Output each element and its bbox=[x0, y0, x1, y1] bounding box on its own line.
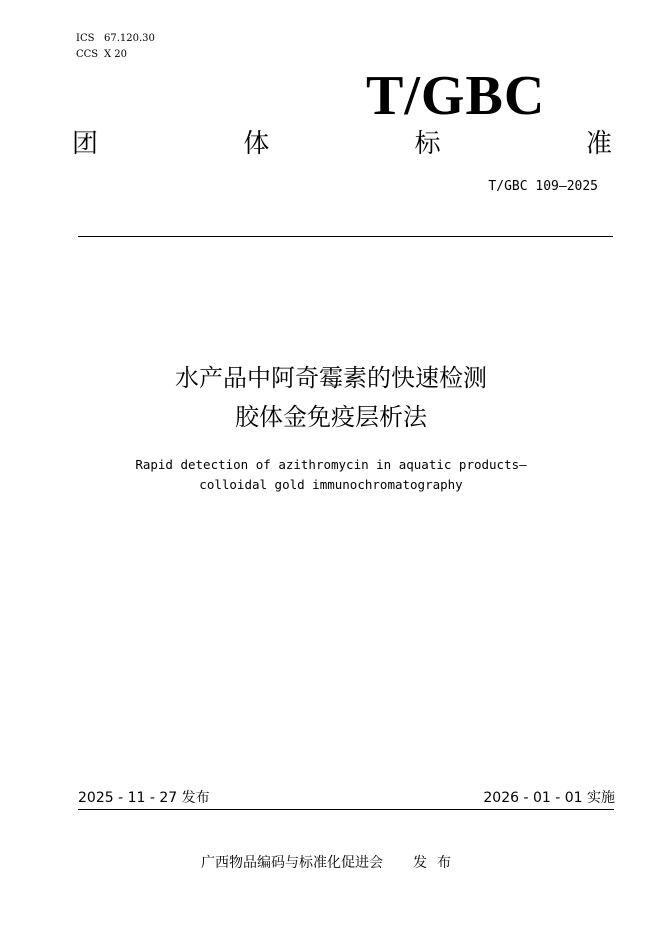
ics-code: 67.120.30 bbox=[104, 33, 155, 44]
publisher-line bbox=[0, 854, 662, 872]
standard-type-char: 准 bbox=[585, 129, 612, 159]
chinese-title-line-1: 水产品中阿奇霉素的快速检测 bbox=[175, 364, 487, 392]
top-divider bbox=[78, 236, 613, 237]
publisher-name: 广西物品编码与标准化促进会 bbox=[201, 855, 383, 871]
standard-type-heading bbox=[72, 128, 612, 160]
implementation-date: 2026 - 01 - 01 实施 bbox=[483, 790, 615, 806]
standard-type-char: 团 bbox=[72, 129, 99, 159]
english-title-line-2: colloidal gold immunochromatography bbox=[199, 477, 463, 492]
standard-type-char: 体 bbox=[243, 129, 270, 159]
ccs-label: CCS bbox=[76, 49, 99, 60]
chinese-title-line-2: 胶体金免疫层析法 bbox=[235, 403, 427, 431]
standard-type-char: 标 bbox=[414, 129, 441, 159]
english-title-line-1: Rapid detection of azithromycin in aquatic products— bbox=[135, 457, 527, 472]
document-number: T/GBC 109—2025 bbox=[488, 179, 598, 194]
standard-logo: T/GBC bbox=[366, 65, 546, 127]
ccs-classification bbox=[76, 49, 127, 61]
bottom-divider bbox=[78, 809, 614, 810]
ccs-code: X 20 bbox=[104, 49, 128, 60]
ics-classification bbox=[76, 33, 155, 45]
publisher-action: 发布 bbox=[413, 855, 461, 871]
ics-label: ICS bbox=[76, 33, 95, 44]
issue-date: 2025 - 11 - 27 发布 bbox=[78, 790, 210, 806]
